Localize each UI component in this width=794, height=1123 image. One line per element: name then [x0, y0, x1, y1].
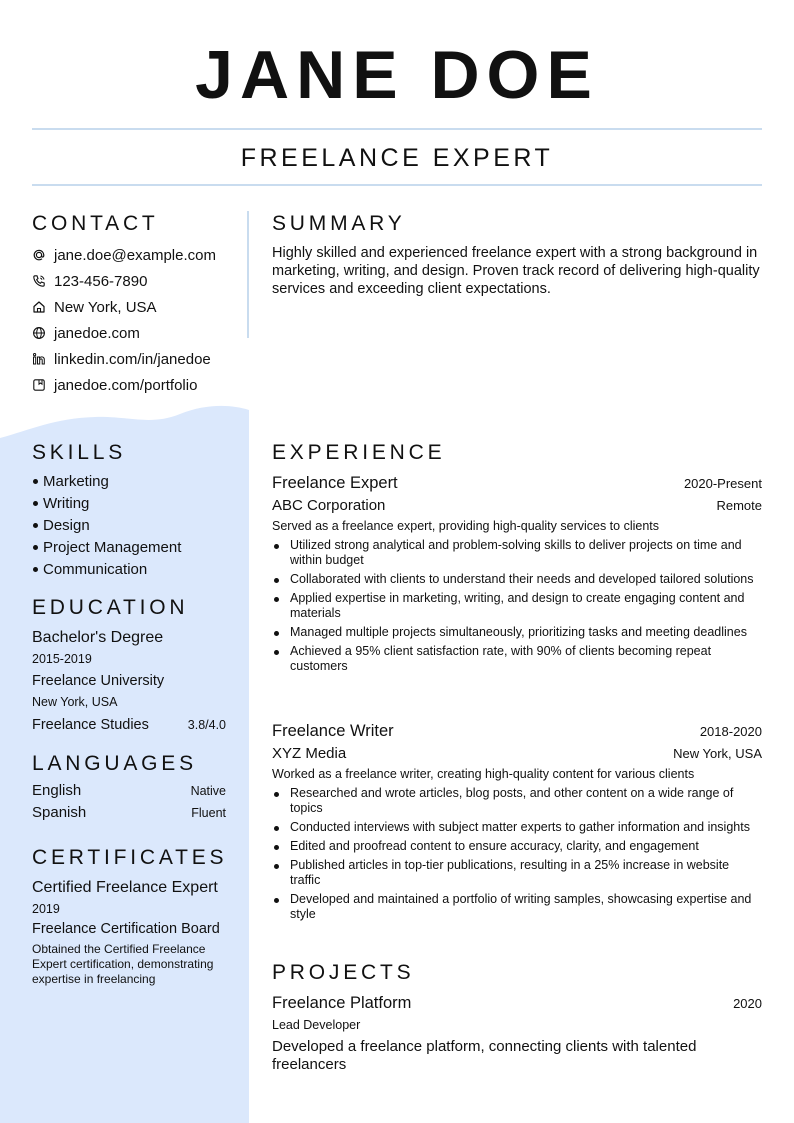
linkedin-icon	[32, 352, 46, 366]
education-years: 2015-2019	[32, 652, 92, 666]
certificate-year: 2019	[32, 902, 60, 916]
bullet-icon	[274, 845, 279, 850]
bullet-icon	[33, 523, 38, 528]
contact-email[interactable]	[32, 242, 242, 268]
project-year: 2020	[733, 996, 762, 1011]
certificate-name: Certified Freelance Expert	[32, 879, 218, 896]
bullet-icon	[274, 792, 279, 797]
bullet-icon	[33, 479, 38, 484]
experience-entry	[272, 472, 762, 678]
job-bullet: Conducted interviews with subject matter experts to gather information and insights	[272, 820, 762, 835]
bullet-icon	[274, 826, 279, 831]
bullet-icon	[274, 631, 279, 636]
contact-website[interactable]	[32, 320, 242, 346]
education-heading: EDUCATION	[32, 596, 189, 619]
education-entry	[32, 627, 226, 736]
project-description: Developed a freelance platform, connecting clients with talented freelancers	[272, 1038, 697, 1073]
language-name: Spanish	[32, 804, 87, 821]
education-location: New York, USA	[32, 695, 118, 709]
job-bullet: Managed multiple projects simultaneously, prioritizing tasks and meeting deadlines	[272, 625, 762, 640]
job-bullet: Edited and proofread content to ensure accuracy, clarity, and engagement	[272, 839, 762, 854]
job-bullet: Developed and maintained a portfolio of writing samples, showcasing expertise and style	[272, 892, 762, 922]
column-divider	[247, 211, 249, 338]
home-icon	[32, 300, 46, 314]
projects-heading: PROJECTS	[272, 961, 415, 984]
header-rule-top	[32, 128, 762, 130]
contact-email-text: jane.doe@example.com	[54, 246, 216, 264]
bullet-icon	[33, 501, 38, 506]
contact-linkedin-text: linkedin.com/in/janedoe	[54, 350, 211, 368]
education-field: Freelance Studies	[32, 717, 149, 733]
contact-heading: CONTACT	[32, 212, 159, 235]
job-bullet: Achieved a 95% client satisfaction rate, with 90% of clients becoming repeat customers	[272, 644, 762, 674]
job-bullet: Researched and wrote articles, blog posts, and other content on a wide range of topics	[272, 786, 762, 816]
bullet-icon	[274, 578, 279, 583]
header-rule-bottom	[32, 184, 762, 186]
contact-linkedin[interactable]	[32, 346, 242, 372]
bullet-icon	[274, 597, 279, 602]
project-role: Lead Developer	[272, 1018, 361, 1032]
job-title: Freelance Expert	[272, 474, 398, 492]
languages-heading: LANGUAGES	[32, 752, 197, 775]
job-description: Worked as a freelance writer, creating high-quality content for various clients	[272, 767, 695, 781]
globe-icon	[32, 326, 46, 340]
candidate-name: JANE DOE	[195, 37, 599, 113]
bullet-icon	[274, 650, 279, 655]
job-dates: 2020-Present	[683, 476, 762, 491]
job-bullets	[272, 786, 762, 922]
skill-item: Design	[32, 515, 242, 537]
job-bullets	[272, 538, 762, 674]
bullet-icon	[274, 544, 279, 549]
candidate-headline: FREELANCE EXPERT	[240, 144, 554, 172]
job-title: Freelance Writer	[272, 722, 394, 740]
contact-portfolio-text: janedoe.com/portfolio	[54, 376, 198, 394]
at-icon	[32, 248, 46, 262]
certificates-heading: CERTIFICATES	[32, 846, 228, 869]
job-description: Served as a freelance expert, providing high-quality services to clients	[272, 519, 660, 533]
job-bullet: Utilized strong analytical and problem-solving skills to deliver projects on time and within budget	[272, 538, 762, 568]
project-entry	[272, 992, 762, 1074]
language-level: Fluent	[191, 806, 226, 820]
language-name: English	[32, 782, 82, 799]
education-gpa: 3.8/4.0	[187, 718, 226, 732]
contact-phone[interactable]	[32, 268, 242, 294]
contact-portfolio[interactable]	[32, 372, 242, 398]
skills-list	[32, 471, 242, 581]
job-bullet: Published articles in top-tier publications, resulting in a 25% increase in website traffic	[272, 858, 762, 888]
skill-item: Project Management	[32, 537, 242, 559]
portfolio-icon	[32, 378, 46, 392]
contact-list	[32, 242, 242, 398]
summary-text: Highly skilled and experienced freelance expert with a strong background in marketing, writing, and design. Proven track record of delivering high-quality services and exceeding client expectations.	[272, 245, 760, 297]
bullet-icon	[274, 864, 279, 869]
skill-item: Marketing	[32, 471, 242, 493]
contact-location-text: New York, USA	[54, 298, 157, 316]
job-company: XYZ Media	[272, 745, 347, 762]
skill-item: Communication	[32, 559, 242, 581]
certificate-issuer: Freelance Certification Board	[32, 921, 220, 937]
job-bullet: Applied expertise in marketing, writing, and design to create engaging content and materials	[272, 591, 762, 621]
education-field-row	[32, 714, 226, 736]
bullet-icon	[33, 545, 38, 550]
contact-location	[32, 294, 242, 320]
contact-phone-text: 123-456-7890	[54, 272, 148, 290]
job-location: Remote	[716, 498, 762, 513]
summary-heading: SUMMARY	[272, 212, 406, 235]
certificate-entry	[32, 877, 232, 987]
language-item	[32, 804, 226, 826]
phone-icon	[32, 274, 46, 288]
languages-list	[32, 782, 226, 826]
contact-website-text: janedoe.com	[54, 324, 140, 342]
education-degree: Bachelor's Degree	[32, 629, 164, 646]
job-dates: 2018-2020	[699, 724, 762, 739]
bullet-icon	[274, 898, 279, 903]
project-title: Freelance Platform	[272, 994, 412, 1012]
certificate-description: Obtained the Certified Freelance Expert certification, demonstrating expertise in freelancing	[32, 942, 214, 986]
experience-heading: EXPERIENCE	[272, 441, 446, 464]
job-company: ABC Corporation	[272, 497, 386, 514]
skill-item: Writing	[32, 493, 242, 515]
language-level: Native	[190, 784, 226, 798]
language-item	[32, 782, 226, 804]
skills-heading: SKILLS	[32, 441, 127, 464]
job-bullet: Collaborated with clients to understand their needs and developed tailored solutions	[272, 572, 762, 587]
bullet-icon	[33, 567, 38, 572]
experience-entry	[272, 720, 762, 926]
job-location: New York, USA	[673, 746, 762, 761]
education-school: Freelance University	[32, 673, 165, 689]
